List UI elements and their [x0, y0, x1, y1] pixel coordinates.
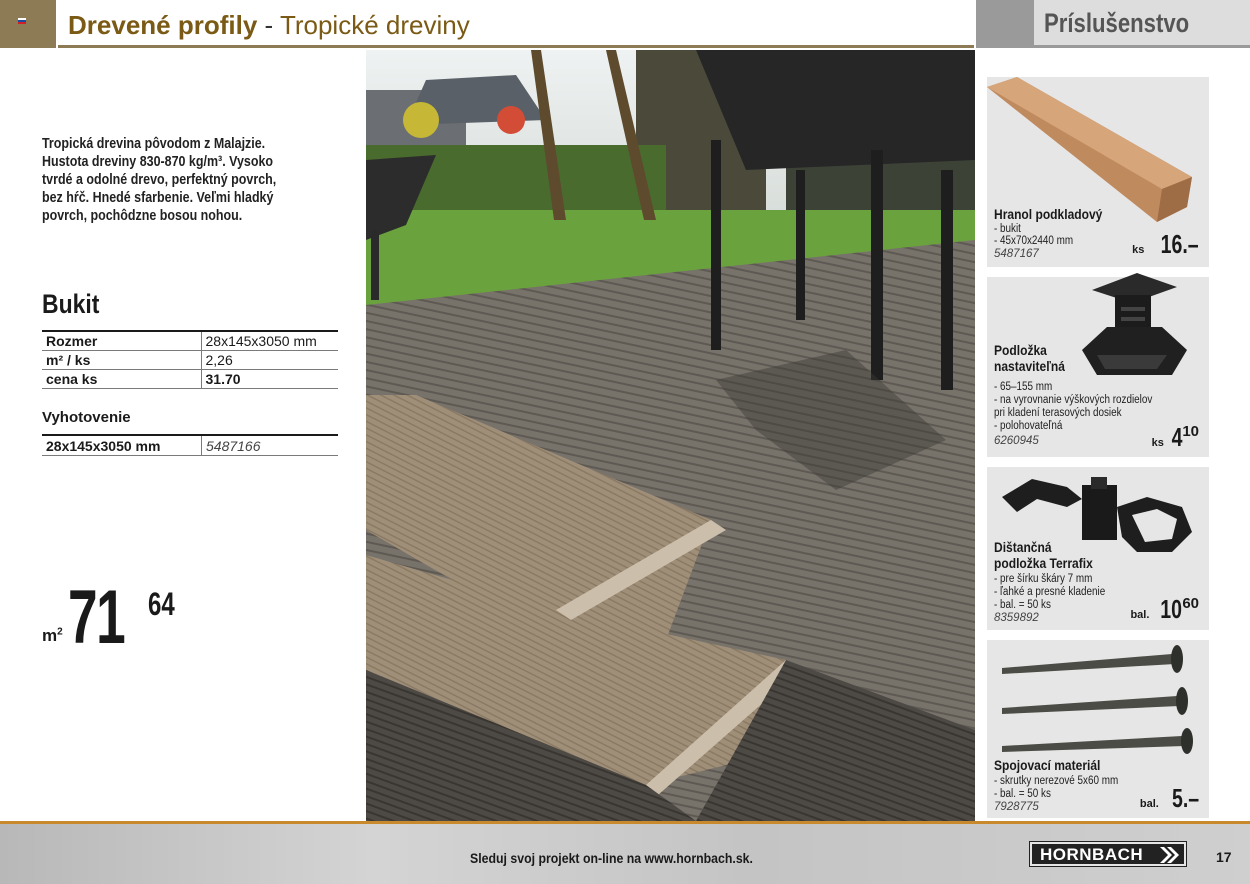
spec-value: 28x145x3050 mm: [201, 331, 338, 350]
page-title: [58, 0, 974, 48]
accessory-code: 7928775: [994, 801, 1039, 813]
accessory-code: 8359892: [994, 612, 1039, 624]
accessory-code: 5487167: [994, 248, 1039, 260]
product-name: Bukit: [42, 289, 100, 319]
accessory-card: [987, 467, 1209, 630]
price-decimal: 10: [1182, 423, 1199, 440]
accessory-name: Podložka: [994, 342, 1047, 358]
price-unit: ks: [1151, 437, 1164, 449]
title-light: Tropické dreviny: [279, 10, 470, 40]
description-line: bez hŕč. Hnedé sfarbenie. Veľmi hladký: [42, 190, 274, 206]
accessory-price: [1132, 229, 1199, 260]
price-integer: 16.–: [1161, 229, 1199, 259]
spec-row: [42, 331, 338, 350]
variant-size: 28x145x3050 mm: [46, 438, 161, 454]
accessory-name: Hranol podkladový: [994, 206, 1103, 222]
terrace-photo: [366, 50, 975, 821]
accessory-price: [1130, 594, 1199, 625]
hornbach-logo: [1030, 842, 1186, 866]
hornbach-mark-icon: [1160, 847, 1180, 863]
accessory-card: [987, 640, 1209, 818]
spec-row: [42, 369, 338, 388]
price-integer: 5.–: [1171, 783, 1199, 813]
accessory-detail: - bukit: [994, 223, 1021, 235]
accessory-detail: - ľahké a presné kladenie: [994, 586, 1106, 598]
footer-text: Sleduj svoj projekt on-line na www.hornbach.sk.: [470, 850, 753, 866]
spec-label: Rozmer: [42, 331, 201, 350]
logo-text: HORNBACH: [1040, 845, 1144, 864]
slovak-flag-icon: [18, 18, 26, 24]
description-line: povrch, pochôdzne bosou nohou.: [42, 208, 243, 224]
section-header: [976, 0, 1250, 48]
terrace-photo-illustration: [366, 50, 975, 821]
price-unit-sup: 2: [57, 626, 63, 638]
price-unit: bal.: [1139, 798, 1159, 810]
spec-row: [42, 350, 338, 369]
footer: [0, 821, 1250, 884]
accessory-detail: - pre šírku škáry 7 mm: [994, 573, 1093, 585]
accessory-card: [987, 277, 1209, 457]
spec-value: 2,26: [201, 350, 338, 369]
accessory-detail: - bal. = 50 ks: [994, 788, 1051, 800]
page-number: 17: [1216, 849, 1232, 865]
spec-table: [42, 330, 338, 389]
accessory-price: [1140, 783, 1199, 814]
accessory-detail: - 45x70x2440 mm: [994, 235, 1074, 247]
accessory-detail: - bal. = 50 ks: [994, 599, 1051, 611]
accessory-code: 6260945: [994, 435, 1039, 447]
price-unit: ks: [1132, 244, 1145, 256]
screws-image: [987, 640, 1209, 760]
variant-code: 5487166: [201, 436, 261, 456]
price-decimal: 60: [1182, 595, 1199, 612]
accessory-price: [1152, 422, 1199, 453]
header-badge: [0, 0, 58, 48]
price-integer: 10: [1160, 594, 1183, 624]
accessory-name: Dištančná: [994, 539, 1052, 555]
description-line: Tropická drevina pôvodom z Malajzie.: [42, 136, 266, 152]
title-separator: -: [257, 10, 280, 40]
description-line: tvrdé a odolné drevo, perfektný povrch,: [42, 172, 277, 188]
accessory-detail: pri kladení terasových dosiek: [994, 407, 1122, 419]
accessory-detail: - 65–155 mm: [994, 381, 1053, 393]
variant-heading: Vyhotovenie: [42, 409, 131, 426]
product-description: [42, 135, 291, 225]
wooden-beam-image: [987, 77, 1209, 227]
description-line: Hustota dreviny 830-870 kg/m³. Vysoko: [42, 154, 274, 170]
accessory-detail: - na vyrovnanie výškových rozdielov: [994, 394, 1153, 406]
accessory-name: nastaviteľná: [994, 358, 1065, 374]
variant-row: [42, 434, 338, 456]
accessory-name: Spojovací materiál: [994, 757, 1101, 773]
price-decimal: 64: [148, 586, 175, 622]
spec-value: 31.70: [201, 369, 338, 388]
section-stripe: [976, 0, 1034, 48]
price-unit-base: m: [42, 626, 58, 645]
adjustable-pedestal-image: [1077, 265, 1187, 385]
accessory-detail: - polohovateľná: [994, 420, 1063, 432]
price-integer: 4: [1171, 422, 1183, 452]
price-integer: 71: [68, 575, 125, 660]
accessory-name: podložka Terrafix: [994, 555, 1093, 571]
section-title: Príslušenstvo: [1044, 8, 1190, 38]
accessory-detail: - skrutky nerezové 5x60 mm: [994, 775, 1119, 787]
title-bold: Drevené profily: [68, 10, 258, 40]
price-unit: [42, 626, 63, 646]
price-unit: bal.: [1130, 609, 1150, 621]
spec-label: cena ks: [42, 369, 201, 388]
spec-label: m² / ks: [42, 350, 201, 369]
accessory-card: [987, 77, 1209, 267]
